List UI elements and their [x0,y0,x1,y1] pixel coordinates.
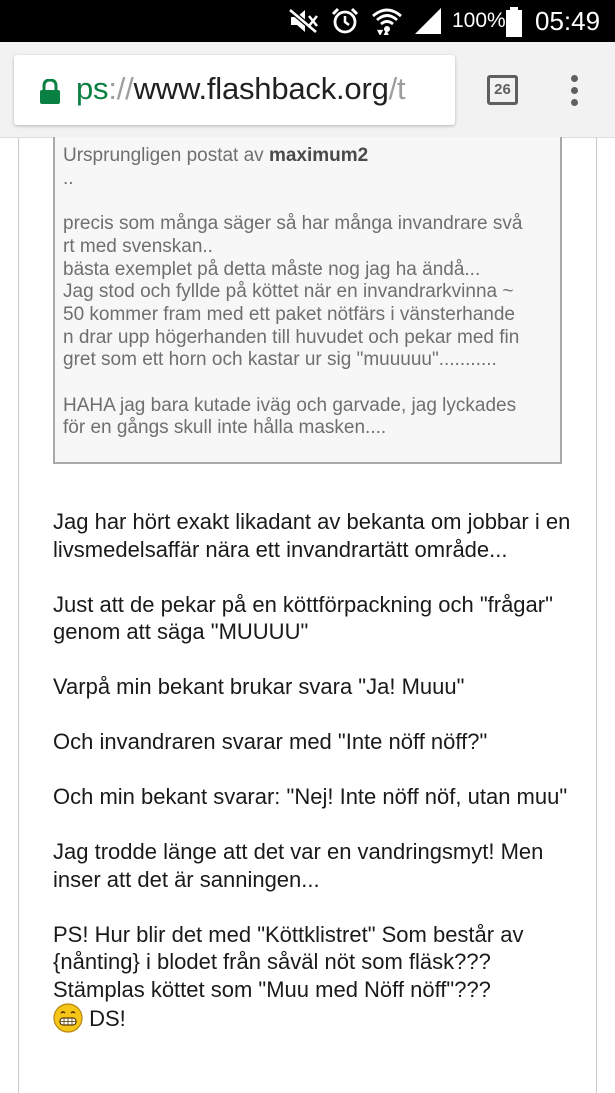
browser-toolbar [0,42,615,138]
quote-spacer [63,190,552,213]
quote-line: HAHA jag bara kutade iväg och garvade, jag lyckades [63,394,517,416]
menu-dot [571,87,578,94]
tab-switcher-button[interactable]: 26 [487,75,518,105]
post-closing: DS! [89,1006,126,1031]
alarm-icon [331,7,359,35]
quote-line: bästa exemplet på detta måste nog jag ha ändå... [63,258,481,280]
lock-icon [38,79,62,105]
overflow-menu-button[interactable] [565,73,585,109]
quote-author[interactable]: maximum2 [268,145,369,166]
post-body [53,508,583,1033]
url-path: /t [388,71,406,106]
svg-text:▼▲: ▼▲ [377,28,390,35]
quote-line: gret som ett horn och kastar ur sig "muuuuu"........... [63,349,497,371]
status-bar [0,0,615,42]
quote-line: .. [63,167,74,189]
post-paragraph: Jag har hört exakt likadant av bekanta om jobbar i en livsmedelsaffär nära ett invandrartätt område... [53,509,571,562]
signal-icon [413,7,443,35]
post-paragraph: Och invandraren svarar med "Inte nöff nöff?" [53,729,488,754]
wifi-icon [371,7,403,35]
post-paragraph: Just att de pekar på en köttförpackning och "frågar" genom att säga "MUUUU" [53,591,553,644]
battery-icon [505,7,523,37]
menu-dot [571,99,578,106]
battery-percent: 100% [452,9,506,32]
quote-line: 50 kommer fram med ett paket nötfärs i vänsterhande [63,303,515,325]
quote-header [63,145,552,168]
post-paragraph: Jag trodde länge att det var en vandringsmyt! Men inser att det är sanningen... [53,839,544,892]
grin-emoji-icon [53,1003,83,1033]
quote-line: n drar upp högerhanden till huvudet och pekar med fin [63,326,520,348]
quote-spacer [63,372,552,395]
post-closing-line [53,1003,583,1033]
clock: 05:49 [535,6,601,36]
address-bar[interactable] [14,55,455,125]
quote-prefix: Ursprungligen postat av [63,145,269,166]
post-paragraph: Och min bekant svarar: "Nej! Inte nöff nöf, utan muu" [53,784,568,809]
quote-line: precis som många säger så har många invandrare svå [63,213,523,235]
url-host: www.flashback.org [133,71,389,106]
menu-dot [571,75,578,82]
url-separator: :// [108,71,134,106]
mute-icon [287,7,319,35]
quote-line: rt med svenskan.. [63,235,213,257]
quote-line: Jag stod och fyllde på köttet när en invandrarkvinna ~ [63,281,514,303]
post-paragraph: PS! Hur blir det med "Köttklistret" Som består av {nånting} i blodet från såväl nöt som fläsk??? Stämplas köttet som "Muu med Nöff nöff"??? [53,921,524,1002]
post-paragraph: Varpå min bekant brukar svara "Ja! Muuu" [53,674,465,699]
quote-box [53,137,562,464]
quote-line: för en gångs skull inte hålla masken.... [63,417,387,439]
url-text[interactable] [76,71,405,107]
url-scheme: ps [76,71,109,106]
